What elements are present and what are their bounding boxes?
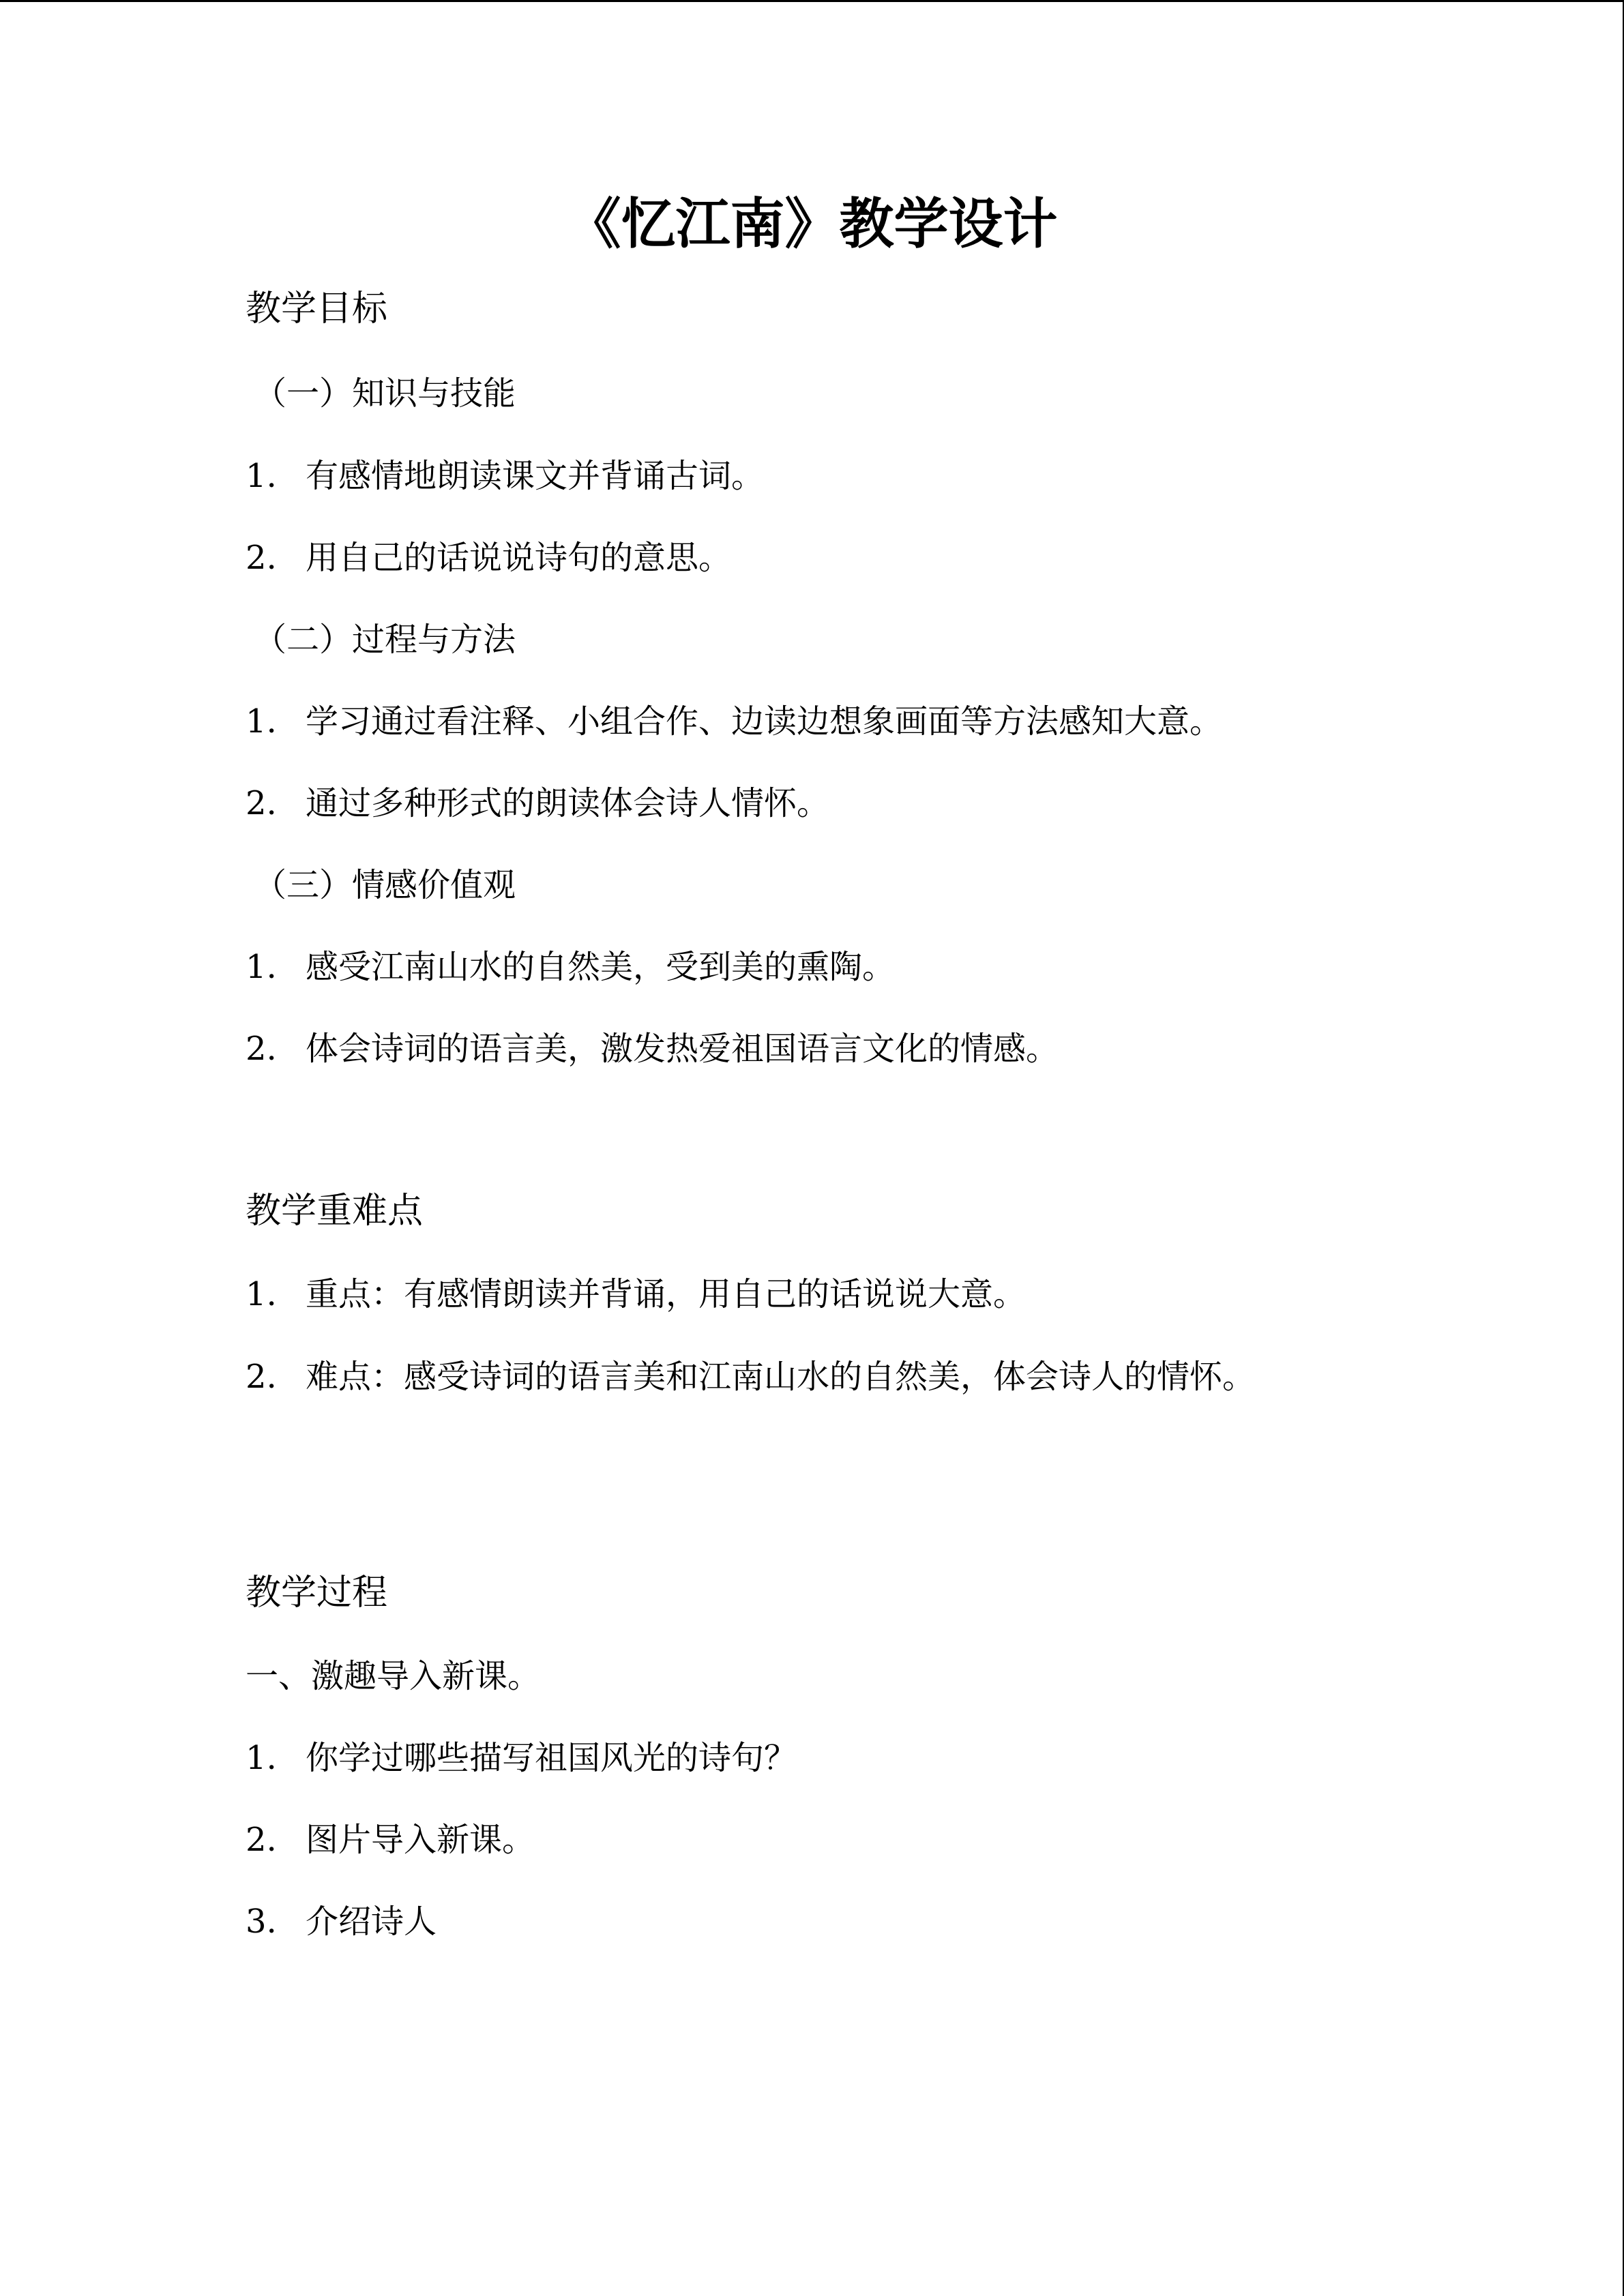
list-item bbox=[246, 1738, 797, 1778]
item-number: 3. bbox=[246, 1903, 277, 1941]
item-text: 有感情地朗读课文并背诵古词。 bbox=[306, 457, 765, 495]
subheading-knowledge-skills: （一）知识与技能 bbox=[254, 374, 516, 413]
subheading-emotions-values: （三）情感价值观 bbox=[254, 866, 516, 904]
item-text: 你学过哪些描写祖国风光的诗句？ bbox=[306, 1739, 797, 1777]
item-number: 2. bbox=[246, 1821, 277, 1859]
item-text: 体会诗词的语言美，激发热爱祖国语言文化的情感。 bbox=[306, 1030, 1059, 1068]
item-number: 2. bbox=[246, 784, 277, 822]
item-text: 难点：感受诗词的语言美和江南山水的自然美，体会诗人的情怀。 bbox=[306, 1358, 1256, 1396]
item-number: 1. bbox=[246, 948, 277, 986]
item-number: 1. bbox=[246, 457, 277, 495]
item-text: 介绍诗人 bbox=[306, 1903, 437, 1941]
list-item bbox=[246, 783, 829, 824]
section-heading-key-points: 教学重难点 bbox=[246, 1191, 424, 1232]
subheading-process-methods: （二）过程与方法 bbox=[254, 621, 516, 659]
item-number: 2. bbox=[246, 539, 277, 577]
list-item bbox=[246, 1274, 1026, 1315]
list-item bbox=[246, 1901, 437, 1942]
step-heading: 一、激趣导入新课。 bbox=[246, 1657, 541, 1695]
document-title: 《忆江南》教学设计 bbox=[566, 192, 1058, 256]
item-text: 图片导入新课。 bbox=[306, 1821, 535, 1859]
item-text: 通过多种形式的朗读体会诗人情怀。 bbox=[306, 784, 830, 822]
item-number: 1. bbox=[246, 1739, 277, 1777]
item-number: 2. bbox=[246, 1030, 277, 1068]
list-item bbox=[246, 537, 731, 578]
list-item bbox=[246, 1028, 1059, 1069]
list-item bbox=[246, 1819, 535, 1860]
section-heading-goals: 教学目标 bbox=[246, 288, 388, 329]
item-text: 重点：有感情朗读并背诵，用自己的话说说大意。 bbox=[306, 1275, 1027, 1313]
list-item bbox=[246, 946, 895, 987]
item-text: 用自己的话说说诗句的意思。 bbox=[306, 539, 732, 577]
section-heading-process: 教学过程 bbox=[246, 1572, 388, 1613]
item-number: 1. bbox=[246, 702, 277, 741]
item-number: 2. bbox=[246, 1358, 277, 1396]
list-item bbox=[246, 1351, 1337, 1403]
item-text: 学习通过看注释、小组合作、边读边想象画面等方法感知大意。 bbox=[306, 702, 1223, 741]
list-item bbox=[246, 456, 764, 496]
item-number: 1. bbox=[246, 1275, 277, 1313]
item-text: 感受江南山水的自然美，受到美的熏陶。 bbox=[306, 948, 896, 986]
list-item bbox=[246, 701, 1222, 742]
